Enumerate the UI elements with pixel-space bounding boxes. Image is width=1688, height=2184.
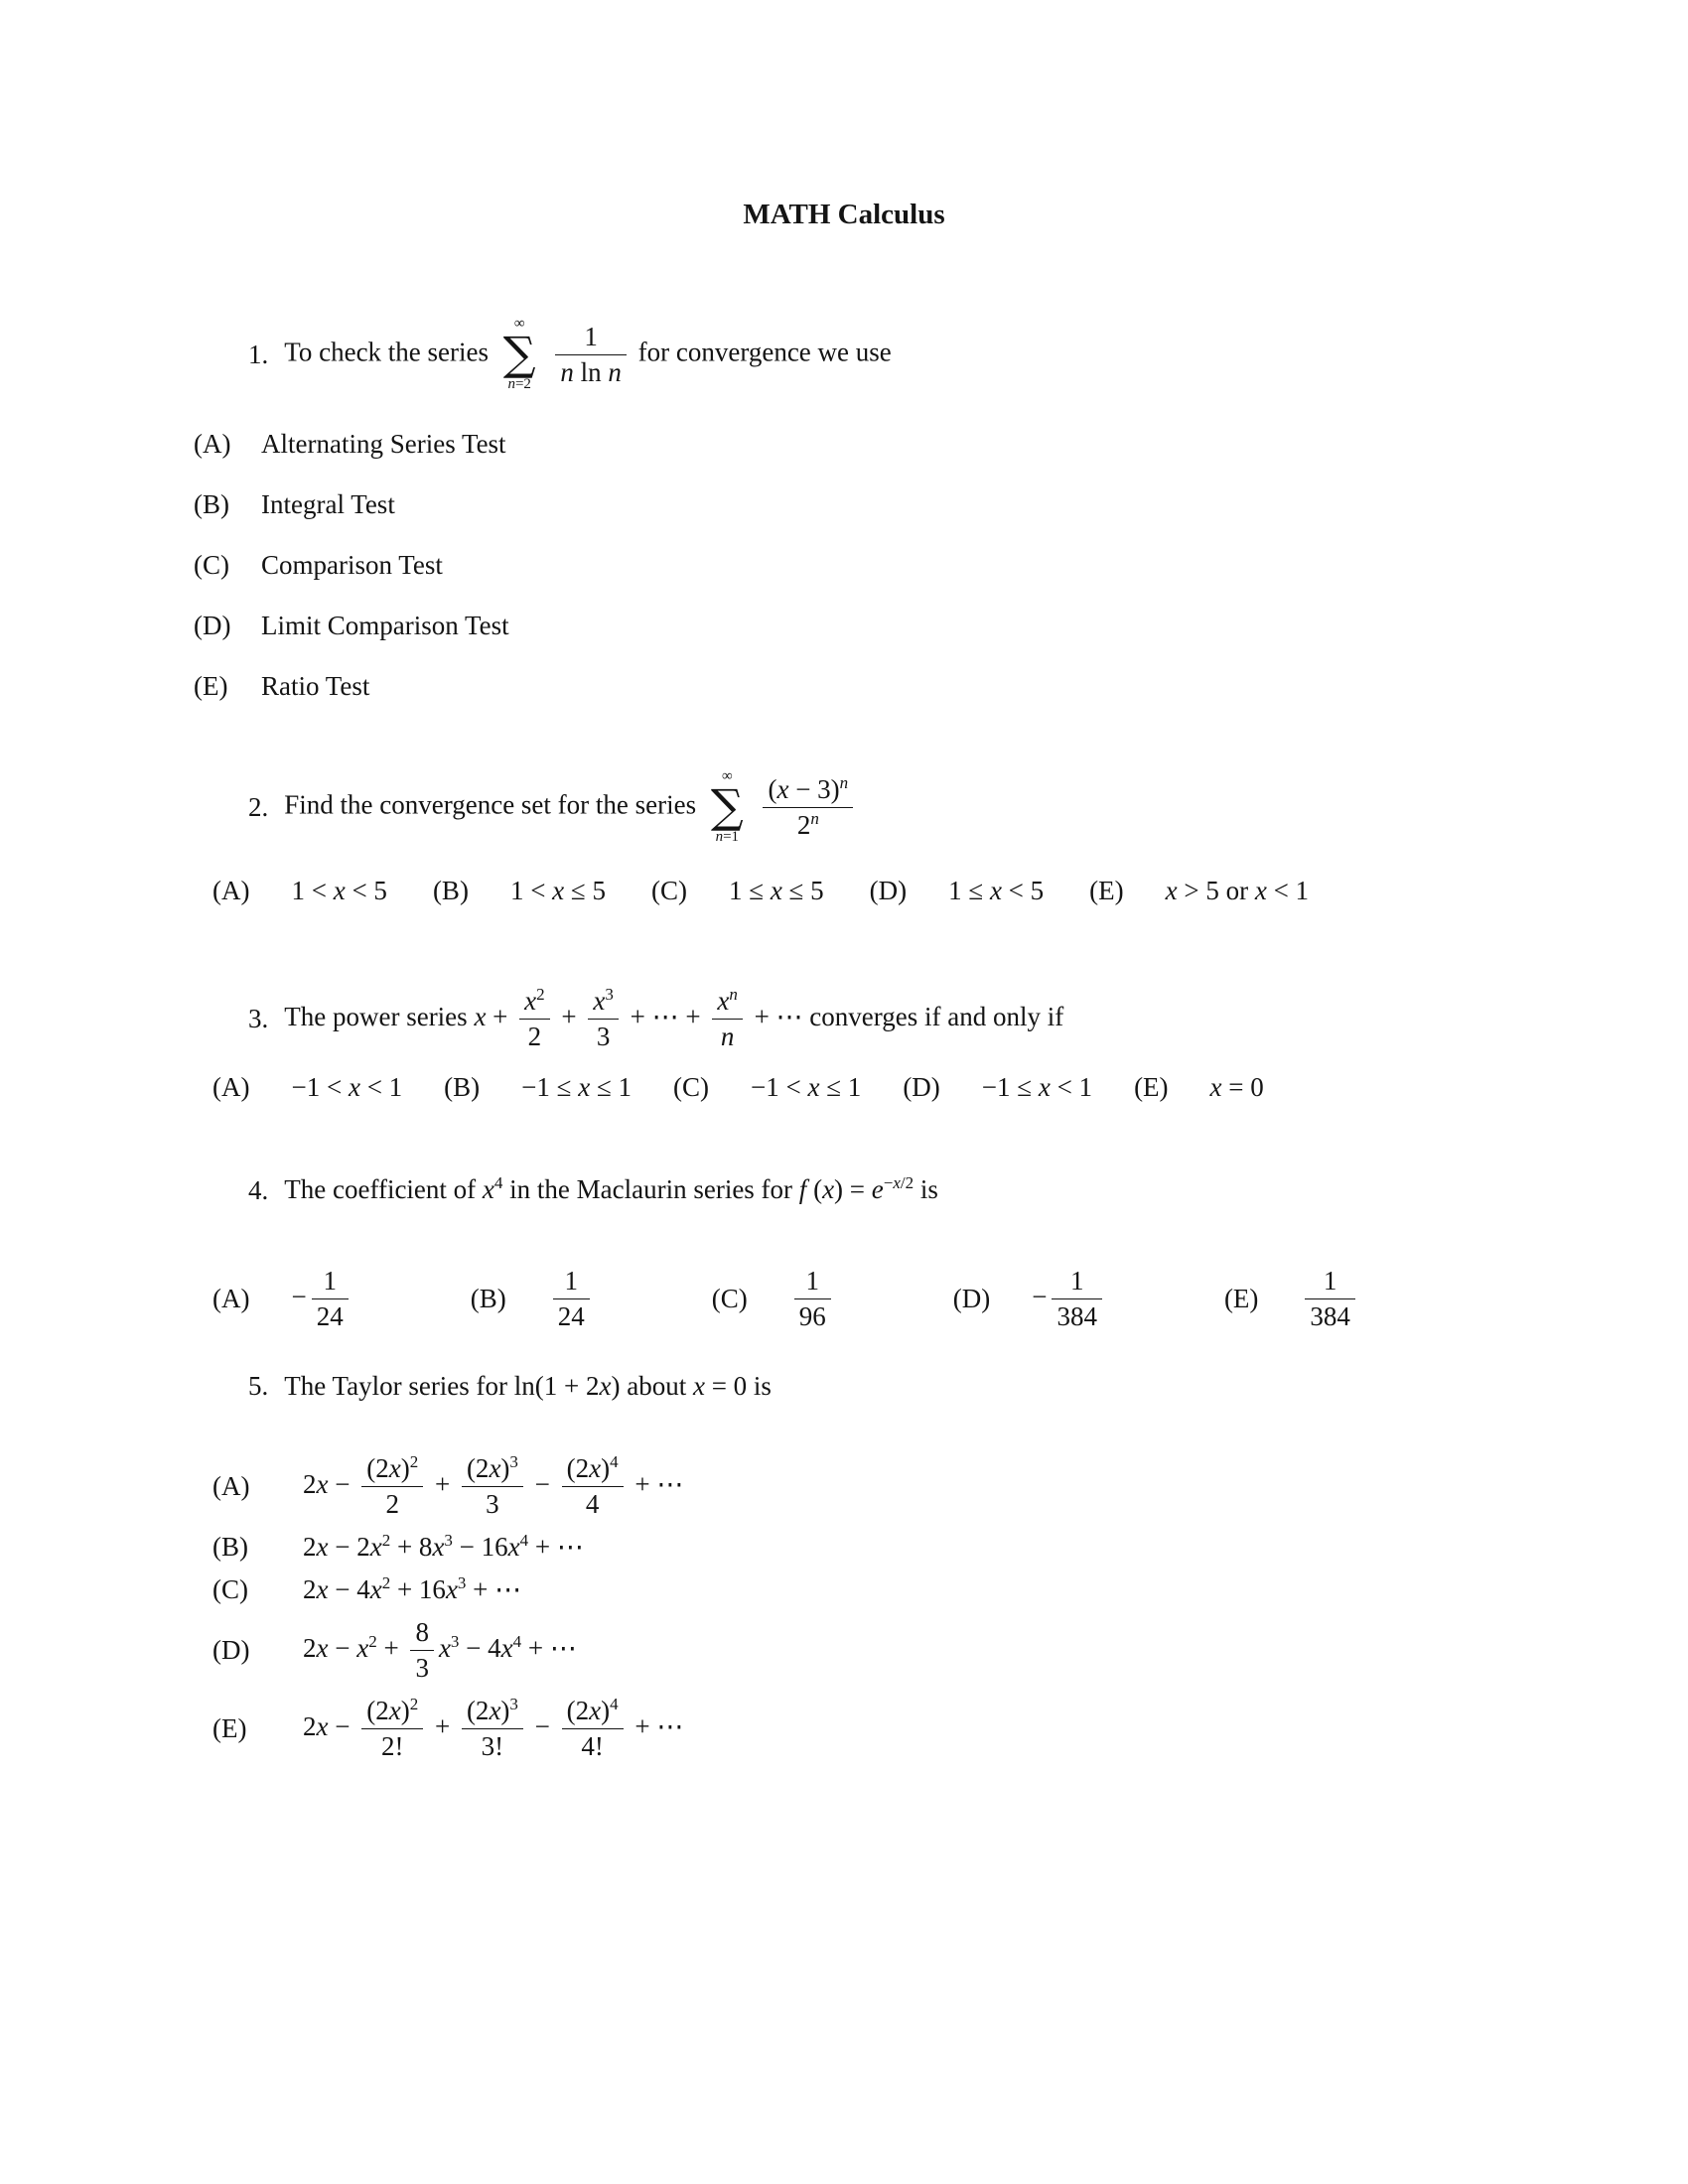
question-3-stem [248, 986, 1549, 1052]
q5-option-d [212, 1617, 1549, 1684]
option-value: −1 ≤ x ≤ 1 [521, 1072, 633, 1103]
q3-option-b [444, 1072, 632, 1103]
q1-option-d [194, 611, 1549, 641]
option-label: (B) [194, 489, 229, 520]
option-label: (A) [212, 876, 250, 906]
question-1-text: To check the series ∞ ∑ n=2 $\frac{1}{\text{n ln n}}$ for convergence we use [284, 316, 892, 392]
question-1-options [194, 429, 1549, 702]
q1-option-a [194, 429, 1549, 460]
question-1 [194, 316, 1549, 702]
option-label: (C) [673, 1072, 710, 1103]
q2-option-d [870, 876, 1045, 906]
q2-option-c [651, 876, 824, 906]
option-label: (A) [212, 1283, 250, 1313]
option-label: (D) [903, 1072, 940, 1103]
option-value: − $\frac{1}{24}$ [291, 1266, 352, 1332]
option-value: − $\frac{1}{384}$ [1032, 1266, 1107, 1332]
option-value: Comparison Test [261, 550, 443, 581]
question-3-number: 3. [248, 1004, 269, 1034]
option-value: 1 < x < 5 [291, 876, 387, 906]
option-label: (A) [212, 1470, 250, 1501]
option-label: (E) [1134, 1072, 1169, 1103]
option-label: (B) [470, 1283, 506, 1313]
option-value: $2x - 2x^2 + 8x^3 - 16x^4$ + ⋯ [303, 1530, 584, 1562]
option-value: 1 ≤ x < 5 [948, 876, 1045, 906]
option-value: Ratio Test [261, 671, 370, 702]
option-label: (C) [711, 1283, 748, 1313]
option-value: 1 ≤ x ≤ 5 [728, 876, 824, 906]
q5-option-b [212, 1532, 1549, 1563]
option-value: Integral Test [261, 489, 395, 520]
question-1-number: 1. [248, 339, 269, 369]
question-5-text: The Taylor series for ln(1 + 2x) about x = 0 is [284, 1370, 772, 1401]
q4-option-c [712, 1266, 836, 1332]
option-label: (E) [194, 671, 228, 702]
option-label: (D) [869, 876, 908, 906]
question-5 [194, 1369, 1549, 1762]
q4-option-b [471, 1266, 595, 1332]
question-5-options [212, 1453, 1549, 1762]
q3-option-c [673, 1072, 861, 1103]
option-value: 2x − $\frac{(2x)^2}{2!}$ + $\frac{(2x)^3}{3!}$ − $\frac{(2x)^4}{4!}$ + ⋯ [303, 1694, 684, 1761]
question-4-text: The coefficient of $x^4$ in the Maclaurin series for f $(x) = e^{-x/2}$ is [284, 1173, 938, 1205]
option-label: (D) [194, 611, 231, 641]
question-2-stem [248, 768, 1549, 846]
question-4-stem [248, 1172, 1549, 1207]
page-title: MATH Calculus [743, 199, 945, 230]
option-label: (A) [212, 1072, 250, 1103]
question-5-number: 5. [248, 1370, 269, 1401]
option-label: (C) [212, 1573, 248, 1604]
q3-option-d [903, 1072, 1092, 1103]
q5-option-a [212, 1453, 1549, 1520]
option-label: (B) [212, 1531, 248, 1562]
option-label: (B) [444, 1072, 481, 1103]
option-value: Limit Comparison Test [261, 611, 509, 641]
question-4-number: 4. [248, 1174, 269, 1205]
option-label: (C) [650, 876, 687, 906]
option-value: Alternating Series Test [261, 429, 506, 460]
option-value: $2x - x^2$ + $\frac{8}{3}$ $x^3 - 4x^4$ + ⋯ [303, 1616, 577, 1683]
option-label: (E) [212, 1712, 247, 1743]
q3-option-e [1134, 1072, 1264, 1103]
question-2-text: Find the convergence set for the series ∞ ∑ n=1 $\frac{(x - 3)^n}{2^n}$ [284, 768, 858, 846]
option-label: (C) [194, 550, 229, 581]
option-value: x > 5 or x < 1 [1165, 876, 1310, 906]
question-3-text: The power series x + $\frac{x^2}{2}$ + $\frac{x^3}{3}$ + ⋯ + $\frac{x^n}{n}$ + ⋯ converges if and only if [284, 985, 1064, 1052]
q2-option-b [433, 876, 606, 906]
q1-option-b [194, 489, 1549, 520]
question-2-number: 2. [248, 791, 269, 822]
option-value: −1 < x < 1 [291, 1072, 403, 1103]
option-value: $\frac{1}{24}$ [548, 1266, 595, 1332]
option-label: (B) [432, 876, 469, 906]
q2-option-a [212, 876, 387, 906]
option-label: (E) [1223, 1283, 1259, 1313]
option-value: −1 ≤ x < 1 [981, 1072, 1093, 1103]
q5-option-e [212, 1696, 1549, 1762]
question-2 [194, 768, 1549, 906]
q4-option-a [212, 1266, 353, 1332]
option-value: $2x - 4x^2 + 16x^3$ + ⋯ [303, 1572, 522, 1604]
question-3-options [212, 1072, 1549, 1103]
question-5-stem [248, 1369, 1549, 1404]
option-label: (E) [1089, 876, 1124, 906]
option-label: (D) [952, 1283, 991, 1313]
q1-option-c [194, 550, 1549, 581]
question-4 [194, 1172, 1549, 1331]
question-3 [194, 986, 1549, 1103]
option-value: $\frac{1}{384}$ [1300, 1266, 1360, 1332]
option-value: $\frac{1}{96}$ [789, 1266, 836, 1332]
option-value: −1 < x ≤ 1 [751, 1072, 862, 1103]
q3-option-a [212, 1072, 402, 1103]
q4-option-d [953, 1266, 1107, 1332]
question-2-options [212, 876, 1549, 906]
option-label: (A) [194, 429, 231, 460]
option-value: 1 < x ≤ 5 [509, 876, 606, 906]
option-label: (D) [212, 1634, 250, 1665]
question-4-options [212, 1266, 1549, 1332]
q2-option-e [1089, 876, 1309, 906]
q4-option-e [1224, 1266, 1360, 1332]
q1-option-e [194, 671, 1549, 702]
option-value: x = 0 [1209, 1072, 1264, 1103]
option-value: 2x − $\frac{(2x)^2}{2}$ + $\frac{(2x)^3}{3}$ − $\frac{(2x)^4}{4}$ + ⋯ [303, 1451, 684, 1519]
question-1-stem [248, 316, 1549, 393]
q5-option-c [212, 1574, 1549, 1605]
